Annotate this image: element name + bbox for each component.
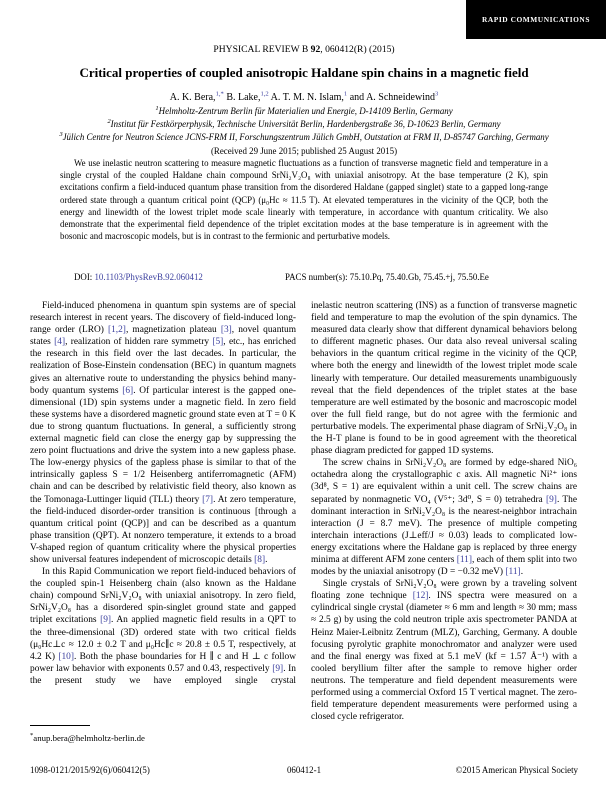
- abstract: We use inelastic neutron scattering to measure magnetic fluctuations as a function of transverse magnetic field and temperature in a single crystal of the coupled Haldane chain compound SrNi₂V₂O₈ with uniaxial anisotropy. At the base temperature (2 K), spin excitations confirm a field-induced quantum phase transition from the disordered Haldane (gapped singlet) state to a gapped long-range ordered state through a quantum critical point (QCP) (μ₀Hc ≈ 11.5 T). At elevated temperatures in the vicinity of the QCP, both the energy and linewidth of the lowest triplet mode scale linearly with temperature, in accordance with quantum criticality. We also demonstrate that the experimental field dependence of the triplet excitation modes at the base temperature is in agreement with the bosonic and macroscopic models, but is in contrast to the fermionic and perturbative models.: [60, 158, 548, 242]
- citation-link[interactable]: [9]: [546, 494, 557, 505]
- citation-link[interactable]: [9]: [272, 663, 284, 674]
- text-run: Field-induced phenomena in quantum spin systems are of special research interest in recent years. The discovery of field-induced long-range order (LRO): [30, 301, 296, 336]
- citation-link[interactable]: [1,2]: [107, 325, 126, 336]
- footnote-marker: *: [30, 732, 34, 739]
- article-title: Critical properties of coupled anisotropic Haldane spin chains in a magnetic field: [79, 65, 529, 80]
- text-run: , novel quantum states: [30, 325, 296, 348]
- text-run: , etc., has enriched the research in this field over the last decades. In particular, the realization of Bose-Einstein condensation (BEC) in quantum magnets gives an alternative route to understanding the physics behind many-body quantum systems: [30, 337, 296, 396]
- doi: [74, 272, 203, 282]
- footnote: [30, 725, 296, 743]
- left-column: [30, 300, 296, 730]
- journal-name: PHYSICAL REVIEW B: [213, 44, 311, 55]
- text-segment: Helmholtz-Zentrum Berlin für Materialien und Energie, D-14109 Berlin, Germany: [158, 106, 453, 116]
- text-segment: Jülich Centre for Neutron Science JCNS-FRM II, Forschungszentrum Jülich GmbH, Outstation at FRM II, D-85747 Garching, Germany: [62, 132, 549, 142]
- citation-link[interactable]: [7]: [202, 494, 214, 505]
- citation-link[interactable]: [10]: [58, 651, 74, 662]
- citation-link[interactable]: [5]: [212, 337, 224, 348]
- text-run: In this Rapid Communication we report field-induced behaviors of the coupled spin-1 Heisenberg chain (also known as the Haldane chain) compound SrNi₂V₂O₈ with uniaxial anisotropy. In zero field, SrNi₂V₂O₈ has a disordered spin-singlet ground state and gapped triplet excitations: [30, 567, 296, 626]
- citation-link[interactable]: [8]: [254, 554, 266, 565]
- text-run: . The dominant interaction in SrNi₂V₂O₈ is the nearest-neighbor intrachain interaction (J = 8.7 meV). The presence of multiple competing interchain interactions (J⊥eff/J ≈ 0.03) leads to complicated low-energy excitations where the Haldane gap is replaced by three energy minima at different AFM zone centers: [311, 494, 577, 565]
- affiliation-3: [0, 131, 608, 144]
- text-run: .: [265, 554, 268, 565]
- article-body: [30, 300, 578, 730]
- right-column: [311, 300, 577, 730]
- text-segment: and A. Schneidewind: [347, 92, 435, 103]
- citation-link[interactable]: [9]: [100, 615, 112, 626]
- text-run: . INS spectra were measured on a cylindrical single crystal (diameter ≈ 6 mm and length ≈ 30 mm; mass ≈ 2.5 g) by using the cold neutron triple axis spectrometer PANDA at Heinz Maier-Leibnitz Zentrum (MLZ), Garching, Germany. A double focusing pyrolytic graphite monochromator and analyzer were used and the final energy was fixed at 5.1 meV (kf = 1.57 Å⁻¹) with a cooled beryllium filter after the sample to remove higher order neutrons. The temperature and field dependent measurements were performed using a commercial Oxford 15 T vertical magnet. The zero-field temperature dependent measurements were performed using a closed cycle refrigerator.: [311, 591, 577, 723]
- page-number: 060412-1: [286, 765, 322, 775]
- text-run: . Both the phase boundaries for H ∥ c and H ⊥ c follow power law behavior with exponents 0.57 and 0.43, respectively: [30, 651, 296, 674]
- citation-link[interactable]: [6]: [122, 385, 134, 396]
- affiliation-ref[interactable]: 1: [343, 90, 348, 98]
- citation-link[interactable]: [11]: [456, 554, 472, 565]
- footnote-email-link[interactable]: anup.bera@helmholtz-berlin.de: [33, 732, 145, 743]
- journal-article-info: , 060412(R) (2015): [320, 44, 395, 55]
- received-line: (Received 29 June 2015; published 25 August 2015): [210, 146, 398, 156]
- citation-link[interactable]: [12]: [412, 591, 429, 602]
- text-segment: 3: [59, 131, 63, 139]
- affiliations-block: [0, 105, 608, 158]
- text-segment: B. Lake,: [223, 92, 261, 103]
- footnote-rule: [30, 725, 90, 726]
- text-segment: A. K. Bera,: [169, 92, 216, 103]
- author-line: [0, 92, 608, 103]
- affiliation-2: [0, 118, 608, 131]
- paragraph: [30, 566, 296, 687]
- paragraph: [30, 300, 296, 566]
- text-segment: A. T. M. N. Islam,: [268, 92, 344, 103]
- text-run: Single crystals of SrNi₂V₂O₈ were grown by a traveling solvent floating zone technique: [311, 579, 577, 602]
- citation-link[interactable]: [4]: [54, 337, 66, 348]
- paragraph: [311, 300, 577, 457]
- text-run: , magnetization plateau: [125, 325, 221, 336]
- text-run: , realization of hidden rare symmetry: [65, 337, 213, 348]
- journal-header: [0, 44, 608, 55]
- pacs-numbers: PACS number(s): 75.10.Pq, 75.40.Gb, 75.45.+j, 75.50.Ee: [285, 272, 489, 282]
- text-run: . Of particular interest is the gapped one-dimensional (1D) spin systems under a magnetic field. In zero field these systems have a disordered magnetic ground state even at T = 0 K due to strong quantum fluctuations. In general, a sufficiently strong external magnetic field can close the energy gap by suppressing the zero point fluctuations and drive the system into a new gapless phase. The low-energy physics of the gapless phase is similar to that of the intrinsically gapless S = 1/2 Heisenberg antiferromagnetic (AFM) chain and can be described by relativistic field theory, also known as the Tomonaga-Luttinger liquid (TLL) theory: [30, 385, 296, 505]
- text-segment: Institut für Festkörperphysik, Technische Universität Berlin, Hardenbergstraße 36, D-10623 Berlin, Germany: [110, 119, 501, 129]
- affiliation-ref[interactable]: 3: [434, 90, 439, 98]
- text-run: . In the present study we have employed single crystal: [30, 663, 296, 686]
- paragraph: [311, 578, 577, 723]
- text-run: .: [520, 567, 524, 578]
- affiliation-1: [0, 105, 608, 118]
- copyright: ©2015 American Physical Society: [455, 765, 578, 775]
- text-segment: 2: [107, 118, 111, 126]
- doi-label: DOI:: [74, 272, 95, 282]
- affiliation-ref[interactable]: 1,*: [215, 90, 224, 98]
- citation-link[interactable]: [11]: [505, 567, 521, 578]
- journal-volume: 92: [310, 44, 321, 55]
- banner-label: RAPID COMMUNICATIONS: [482, 15, 590, 24]
- affiliation-ref[interactable]: 1,2: [260, 90, 269, 98]
- citation-link[interactable]: [3]: [220, 325, 232, 336]
- text-segment: 1: [155, 105, 159, 113]
- issn-code: 1098-0121/2015/92(6)/060412(5): [30, 765, 150, 775]
- text-run: . At zero temperature, the field-induced disorder-order transition is continuous [through a quantum critical point (QCP)] and can be described as a quantum phase transition (QPT). At nonzero temperature, it extends to a broad V-shaped region of quantum criticality where the physical properties show universal features independent of microscopic details: [30, 494, 296, 565]
- rapid-communications-banner: [466, 0, 606, 39]
- text-run: , each of them split into two modes by the uniaxial anisotropy (D = −0.32 meV): [311, 554, 577, 578]
- text-run: inelastic neutron scattering (INS) as a function of transverse magnetic field and temperature to map the evolution of the spin dynamics. The measured data clearly show that different dynamical behaviors belong to different magnetic phases. Our data also reveal universal scaling behaviors in the quantum critical regime in the vicinity of the QCP, where both the energy and linewidth of the lowest triplet mode scale linearly with temperature. Our detailed measurements unambiguously reveal that the field dependences of the triplet states at the base temperature are well estimated by the bosonic and macroscopic model over the full field range, but do not agree with the fermionic and perturbative models. The experimental phase diagram of SrNi₂V₂O₈ in the H-T plane is found to be in good agreement with the theoretical phase diagram predicted for gapped 1D systems.: [311, 301, 577, 457]
- text-run: . An applied magnetic field results in a QPT to the three-dimensional (3D) ordered state with two critical fields (μ₀Hc⊥c ≈ 12.0 ± 0.2 T and μ₀Hc∥c ≈ 20.8 ± 0.5 T, respectively, at 4.2 K): [30, 615, 296, 662]
- doi-link[interactable]: 10.1103/PhysRevB.92.060412: [94, 272, 203, 282]
- text-run: The screw chains in SrNi₂V₂O₈ are formed by edge-shared NiO₆ octahedra along the crystallographic c axis. All magnetic Ni²⁺ ions (3d⁸, S = 1) are equivalent within a unit cell. The screw chains are separated by nonmagnetic VO₄ (V⁵⁺; 3d⁰, S = 0) tetrahedra: [311, 458, 577, 505]
- paragraph: [311, 457, 577, 578]
